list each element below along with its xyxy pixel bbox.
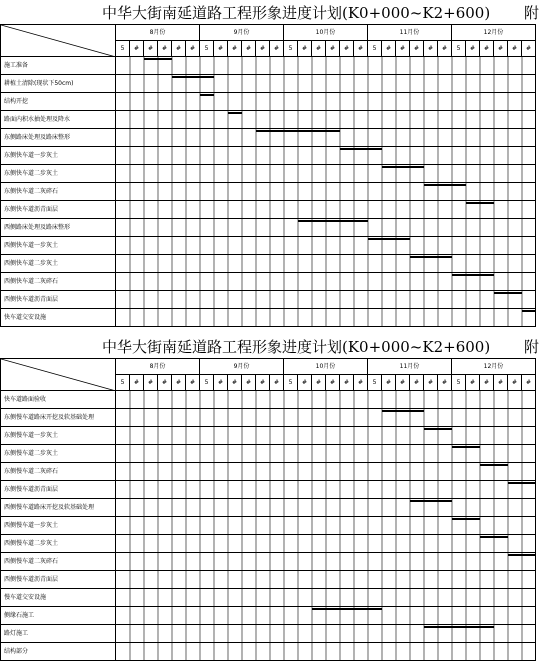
progress-bar: [494, 292, 522, 294]
timeline-cell: [116, 643, 536, 661]
month-header: 11月份: [368, 25, 452, 41]
task-row: [1, 237, 536, 255]
timeline-cell: [116, 111, 536, 129]
task-label: 西侧慢车道二步灰土: [1, 535, 116, 553]
progress-bar: [298, 220, 368, 222]
timeline-cell: [116, 183, 536, 201]
task-label: 东侧快车道沥青面层: [1, 201, 116, 219]
task-row: [1, 129, 536, 147]
week-header: #: [158, 375, 172, 391]
task-row: [1, 183, 536, 201]
timeline-cell: [116, 589, 536, 607]
timeline-cell: [116, 535, 536, 553]
week-header: 5: [116, 375, 130, 391]
task-row: [1, 517, 536, 535]
progress-bar: [424, 428, 452, 430]
week-header: 5: [368, 375, 382, 391]
week-header: #: [144, 41, 158, 57]
task-row: [1, 57, 536, 75]
month-header: 10月份: [284, 25, 368, 41]
task-row: [1, 571, 536, 589]
week-header: #: [340, 41, 354, 57]
week-header: #: [410, 375, 424, 391]
timeline-cell: [116, 409, 536, 427]
task-row: [1, 427, 536, 445]
task-row: [1, 463, 536, 481]
week-header: #: [382, 41, 396, 57]
week-header: #: [508, 375, 522, 391]
task-label: 快车道交安设施: [1, 309, 116, 327]
progress-bar: [256, 130, 340, 132]
task-row: [1, 273, 536, 291]
timeline-cell: [116, 309, 536, 327]
task-label: 路面内积水抽处理及降水: [1, 111, 116, 129]
month-header: 12月份: [452, 25, 536, 41]
week-header: #: [382, 375, 396, 391]
task-row: [1, 607, 536, 625]
task-label: 耕植土清除(现状下50cm): [1, 75, 116, 93]
progress-bar: [452, 446, 480, 448]
task-row: [1, 553, 536, 571]
progress-bar: [200, 94, 214, 96]
week-header: #: [340, 375, 354, 391]
progress-bar: [368, 238, 410, 240]
task-row: [1, 309, 536, 327]
week-header: #: [256, 375, 270, 391]
week-header: #: [172, 41, 186, 57]
task-row: [1, 201, 536, 219]
task-label: 东侧快车道二步灰土: [1, 165, 116, 183]
week-header: #: [326, 41, 340, 57]
timeline-cell: [116, 57, 536, 75]
task-label: 西侧路床处理及路床整形: [1, 219, 116, 237]
task-label: 侧缘石施工: [1, 607, 116, 625]
timeline-cell: [116, 517, 536, 535]
schedule-table: [0, 24, 536, 327]
progress-bar: [452, 274, 494, 276]
task-label: 东侧慢车道一步灰土: [1, 427, 116, 445]
timeline-cell: [116, 165, 536, 183]
timeline-cell: [116, 499, 536, 517]
week-header: 5: [452, 375, 466, 391]
task-row: [1, 255, 536, 273]
timeline-cell: [116, 607, 536, 625]
week-header: 5: [284, 375, 298, 391]
week-header: #: [326, 375, 340, 391]
timeline-cell: [116, 445, 536, 463]
timeline-cell: [116, 625, 536, 643]
week-header: #: [466, 41, 480, 57]
timeline-cell: [116, 219, 536, 237]
task-row: [1, 147, 536, 165]
task-label: 快车道路面验收: [1, 391, 116, 409]
task-label: 西侧慢车道一步灰土: [1, 517, 116, 535]
task-row: [1, 499, 536, 517]
task-label: 东侧慢车道二步灰土: [1, 445, 116, 463]
progress-bar: [312, 608, 382, 610]
timeline-cell: [116, 463, 536, 481]
week-header: #: [508, 41, 522, 57]
timeline-cell: [116, 391, 536, 409]
progress-bar: [508, 554, 536, 556]
task-label: 西侧慢车道二灰碎石: [1, 553, 116, 571]
task-row: [1, 643, 536, 661]
task-label: 路灯施工: [1, 625, 116, 643]
progress-bar: [172, 76, 214, 78]
task-row: [1, 93, 536, 111]
week-header: #: [270, 41, 284, 57]
progress-bar: [452, 518, 480, 520]
week-header: #: [214, 41, 228, 57]
timeline-cell: [116, 273, 536, 291]
progress-bar: [424, 184, 466, 186]
week-header: 5: [116, 41, 130, 57]
week-header: #: [438, 41, 452, 57]
task-label: 慢车道交安设施: [1, 589, 116, 607]
timeline-cell: [116, 255, 536, 273]
progress-bar: [466, 202, 494, 204]
week-header: #: [312, 41, 326, 57]
week-header: #: [312, 375, 326, 391]
week-header: #: [466, 375, 480, 391]
task-label: 西侧快车道二灰碎石: [1, 273, 116, 291]
task-label: 施工准备: [1, 57, 116, 75]
timeline-cell: [116, 553, 536, 571]
timeline-cell: [116, 481, 536, 499]
month-header: 11月份: [368, 359, 452, 375]
progress-bar: [382, 410, 424, 412]
week-header: 5: [284, 41, 298, 57]
progress-bar: [382, 166, 424, 168]
timeline-cell: [116, 571, 536, 589]
week-header: #: [494, 375, 508, 391]
progress-bar: [508, 482, 536, 484]
task-row: [1, 445, 536, 463]
week-header: #: [130, 41, 144, 57]
week-header: #: [480, 41, 494, 57]
progress-bar: [480, 464, 508, 466]
sheet-title-text: 中华大街南延道路工程形象进度计划(K0+000~K2+600): [102, 4, 491, 22]
week-header: #: [522, 41, 536, 57]
timeline-cell: [116, 75, 536, 93]
task-label: 结构部分: [1, 643, 116, 661]
week-header: #: [480, 375, 494, 391]
sheet-title-text: 中华大街南延道路工程形象进度计划(K0+000~K2+600): [102, 338, 491, 356]
week-header: #: [242, 375, 256, 391]
progress-bar: [522, 310, 536, 312]
week-header: #: [214, 375, 228, 391]
task-label: 东侧慢车道路床开挖及软基础处理: [1, 409, 116, 427]
timeline-cell: [116, 93, 536, 111]
task-label: 西侧慢车道沥青面层: [1, 571, 116, 589]
week-header: 5: [200, 375, 214, 391]
month-header: 8月份: [116, 359, 200, 375]
timeline-cell: [116, 129, 536, 147]
month-header: 9月份: [200, 359, 284, 375]
task-row: [1, 111, 536, 129]
header-diagonal-cell: [1, 359, 116, 391]
task-row: [1, 589, 536, 607]
week-header: #: [172, 375, 186, 391]
week-header: #: [270, 375, 284, 391]
week-header: #: [522, 375, 536, 391]
month-header: 8月份: [116, 25, 200, 41]
progress-bar: [340, 148, 382, 150]
task-label: 西侧快车道沥青面层: [1, 291, 116, 309]
progress-bar: [144, 58, 172, 60]
task-row: [1, 291, 536, 309]
week-header: #: [298, 41, 312, 57]
week-header: #: [298, 375, 312, 391]
week-header: #: [354, 41, 368, 57]
week-header: #: [186, 41, 200, 57]
task-label: 东侧慢车道沥青面层: [1, 481, 116, 499]
week-header: #: [130, 375, 144, 391]
progress-bar: [410, 256, 452, 258]
week-header: #: [354, 375, 368, 391]
task-row: [1, 391, 536, 409]
timeline-cell: [116, 427, 536, 445]
sheet-title-suffix: 附: [524, 338, 540, 356]
week-header: #: [186, 375, 200, 391]
week-header: #: [424, 375, 438, 391]
progress-bar: [410, 500, 452, 502]
week-header: #: [242, 41, 256, 57]
header-diagonal-cell: [1, 25, 116, 57]
task-label: 结构开挖: [1, 93, 116, 111]
task-label: 西侧快车道二步灰土: [1, 255, 116, 273]
month-header: 10月份: [284, 359, 368, 375]
task-row: [1, 75, 536, 93]
task-label: 西侧快车道一步灰土: [1, 237, 116, 255]
task-label: 东侧快车道一步灰土: [1, 147, 116, 165]
task-row: [1, 409, 536, 427]
task-row: [1, 481, 536, 499]
progress-bar: [228, 112, 242, 114]
task-row: [1, 625, 536, 643]
schedule-table: [0, 358, 536, 661]
task-label: 东侧快车道二灰碎石: [1, 183, 116, 201]
timeline-cell: [116, 237, 536, 255]
task-label: 东侧路床处理及路床整形: [1, 129, 116, 147]
timeline-cell: [116, 147, 536, 165]
week-header: #: [410, 41, 424, 57]
task-label: 东侧慢车道二灰碎石: [1, 463, 116, 481]
week-header: #: [144, 375, 158, 391]
week-header: #: [256, 41, 270, 57]
month-header: 9月份: [200, 25, 284, 41]
week-header: #: [424, 41, 438, 57]
week-header: #: [438, 375, 452, 391]
week-header: 5: [368, 41, 382, 57]
task-label: 西侧慢车道路床开挖及软基础处理: [1, 499, 116, 517]
schedule-block-2: [0, 334, 540, 668]
month-header: 12月份: [452, 359, 536, 375]
week-header: #: [396, 41, 410, 57]
week-header: #: [228, 375, 242, 391]
week-header: 5: [200, 41, 214, 57]
week-header: #: [396, 375, 410, 391]
task-row: [1, 535, 536, 553]
task-row: [1, 165, 536, 183]
timeline-cell: [116, 201, 536, 219]
sheet-title: [0, 334, 540, 360]
week-header: #: [158, 41, 172, 57]
progress-bar: [480, 536, 508, 538]
progress-bar: [424, 626, 494, 628]
timeline-cell: [116, 291, 536, 309]
sheet-title: [0, 0, 540, 26]
week-header: #: [228, 41, 242, 57]
sheet-title-suffix: 附: [524, 4, 540, 22]
week-header: 5: [452, 41, 466, 57]
week-header: #: [494, 41, 508, 57]
task-row: [1, 219, 536, 237]
